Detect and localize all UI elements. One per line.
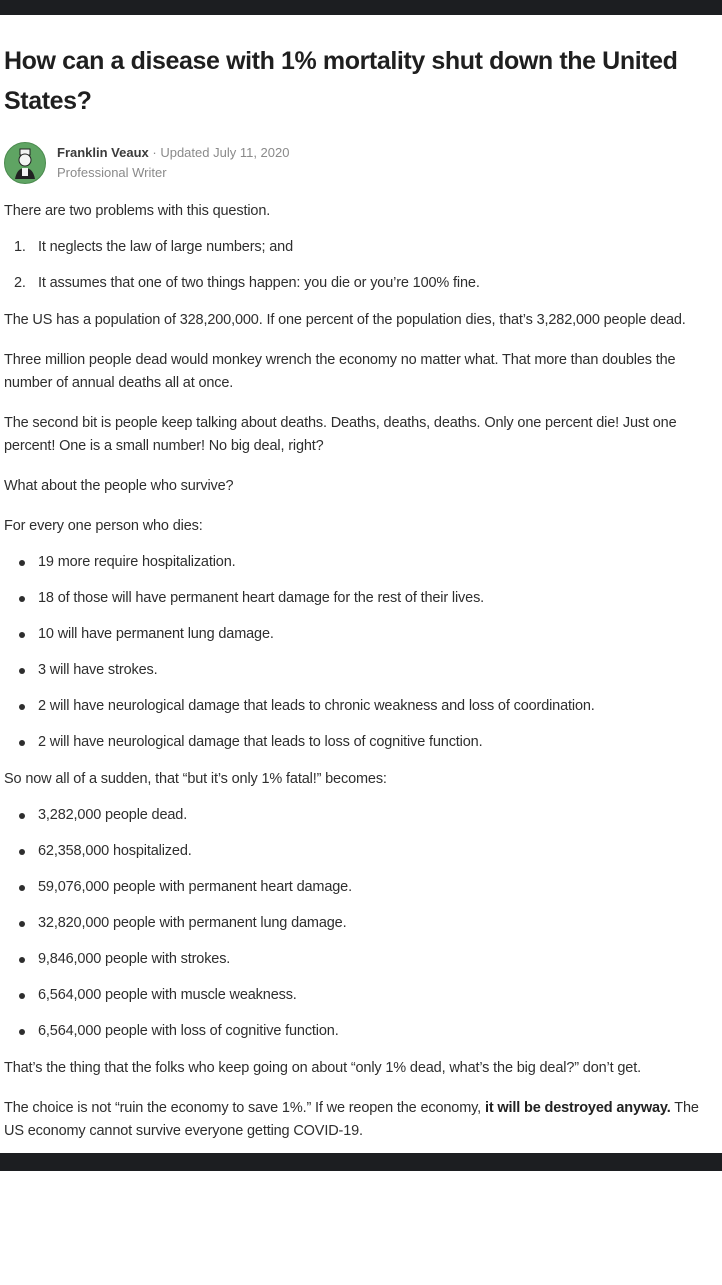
list-item — [4, 695, 718, 718]
bottom-dark-bar — [0, 1153, 722, 1171]
list-item-text: 6,564,000 people with loss of cognitive function. — [38, 1023, 339, 1039]
list-item-text: 18 of those will have permanent heart damage for the rest of their lives. — [38, 590, 485, 606]
list-item — [4, 840, 718, 863]
list-item-text: 3 will have strokes. — [38, 662, 158, 678]
problem-item — [4, 272, 718, 295]
choice-bold-text: it will be destroyed anyway. — [484, 1100, 671, 1116]
bullet-icon — [19, 993, 25, 999]
bullet-icon — [19, 921, 25, 927]
list-item — [4, 731, 718, 754]
meta-separator: · — [148, 145, 161, 160]
answer-page — [0, 15, 722, 1143]
bullet-icon — [19, 849, 25, 855]
list-item-text: 10 will have permanent lung damage. — [38, 626, 274, 642]
question-title[interactable]: How can a disease with 1% mortality shut down the United States? — [4, 47, 678, 115]
bullet-icon — [19, 1029, 25, 1035]
top-dark-bar — [0, 0, 722, 15]
list-number: 1. — [14, 239, 26, 255]
author-meta — [57, 143, 289, 183]
list-item — [4, 984, 718, 1007]
thats-the-thing-paragraph: That’s the thing that the folks who keep going on about “only 1% dead, what’s the big deal?” don’t get. — [4, 1060, 641, 1076]
survivors-paragraph: What about the people who survive? — [4, 478, 234, 494]
three-million-paragraph: Three million people dead would monkey wrench the economy no matter what. That more than doubles the number of annual deaths all at once. — [4, 352, 676, 391]
list-item-text: 32,820,000 people with permanent lung damage. — [38, 915, 347, 931]
bullet-icon — [19, 957, 25, 963]
choice-text-part1: The choice is not “ruin the economy to save 1%.” If we reopen the economy, — [4, 1100, 485, 1116]
list-item-text: 9,846,000 people with strokes. — [38, 951, 231, 967]
list-item — [4, 912, 718, 935]
list-item-text: 2 will have neurological damage that leads to loss of cognitive function. — [38, 734, 483, 750]
author-credential: Professional Writer — [57, 165, 167, 180]
list-item-text: 2 will have neurological damage that leads to chronic weakness and loss of coordination. — [38, 698, 595, 714]
bullet-icon — [19, 596, 25, 602]
list-item — [4, 587, 718, 610]
list-item-text: 62,358,000 hospitalized. — [38, 843, 192, 859]
list-item-text: 59,076,000 people with permanent heart damage. — [38, 879, 352, 895]
population-paragraph: The US has a population of 328,200,000. If one percent of the population dies, that’s 3,282,000 people dead. — [4, 312, 686, 328]
list-item-text: 6,564,000 people with muscle weakness. — [38, 987, 297, 1003]
list-item-text: 19 more require hospitalization. — [38, 554, 236, 570]
answer-body — [4, 200, 718, 1143]
list-item — [4, 876, 718, 899]
author-name[interactable]: Franklin Veaux — [57, 145, 149, 160]
problem-item — [4, 236, 718, 259]
problem-text: It neglects the law of large numbers; and — [38, 239, 293, 255]
bullet-icon — [19, 668, 25, 674]
list-number: 2. — [14, 275, 26, 291]
second-bit-paragraph: The second bit is people keep talking about deaths. Deaths, deaths, deaths. Only one percent die! Just one percent! One is a small number! No big deal, right? — [4, 415, 677, 454]
author-header — [4, 141, 718, 185]
bullet-icon — [19, 704, 25, 710]
list-item — [4, 551, 718, 574]
author-avatar-icon[interactable] — [4, 142, 46, 184]
list-item-text: 3,282,000 people dead. — [38, 807, 188, 823]
intro-paragraph: There are two problems with this question. — [4, 203, 271, 219]
per-death-list — [4, 551, 718, 754]
choice-text-part2: The US economy cannot survive everyone getting COVID-19. — [4, 1100, 699, 1139]
updated-date[interactable]: Updated July 11, 2020 — [160, 145, 290, 160]
so-now-paragraph: So now all of a sudden, that “but it’s only 1% fatal!” becomes: — [4, 771, 387, 787]
problems-list — [4, 236, 718, 295]
list-item — [4, 1020, 718, 1043]
bullet-icon — [19, 740, 25, 746]
list-item — [4, 623, 718, 646]
list-item — [4, 948, 718, 971]
bullet-icon — [19, 885, 25, 891]
bullet-icon — [19, 632, 25, 638]
bullet-icon — [19, 813, 25, 819]
totals-list — [4, 804, 718, 1043]
for-every-paragraph: For every one person who dies: — [4, 518, 203, 534]
bullet-icon — [19, 560, 25, 566]
choice-paragraph — [4, 1097, 718, 1143]
list-item — [4, 659, 718, 682]
problem-text: It assumes that one of two things happen: you die or you’re 100% fine. — [38, 275, 480, 291]
list-item — [4, 804, 718, 827]
